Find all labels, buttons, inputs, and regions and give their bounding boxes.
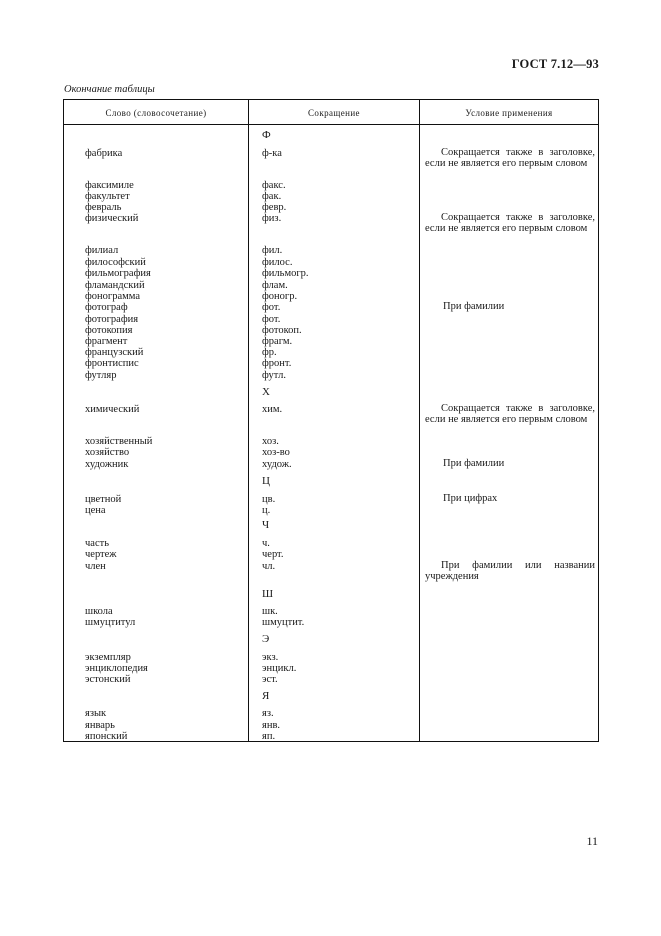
abbreviation-cell: фот.: [262, 314, 281, 325]
abbreviation-cell: энцикл.: [262, 663, 297, 674]
word-cell: фронтиспис: [85, 358, 139, 369]
abbreviation-cell: шмуцтит.: [262, 617, 305, 628]
word-cell: цена: [85, 505, 106, 516]
abbreviation-cell: эст.: [262, 674, 278, 685]
abbreviation-cell: фронт.: [262, 358, 292, 369]
abbreviation-cell: хим.: [262, 404, 283, 415]
abbreviation-cell: хоз-во: [262, 447, 290, 458]
abbreviation-cell: фоногр.: [262, 291, 298, 302]
section-letter: Э: [262, 633, 270, 645]
word-cell: часть: [85, 538, 109, 549]
abbreviation-cell: хоз.: [262, 436, 279, 447]
abbreviation-cell: фот.: [262, 302, 281, 313]
word-cell: эстонский: [85, 674, 131, 685]
section-letter: Х: [262, 386, 270, 398]
abbreviation-cell: экз.: [262, 652, 279, 663]
word-cell: фильмография: [85, 268, 151, 279]
abbreviation-cell: ф-ка: [262, 148, 282, 159]
word-cell: хозяйственный: [85, 436, 153, 447]
word-cell: фотокопия: [85, 325, 133, 336]
document-id: ГОСТ 7.12—93: [511, 57, 599, 71]
abbreviation-cell: ч.: [262, 538, 270, 549]
word-cell: фонограмма: [85, 291, 141, 302]
word-cell: февраль: [85, 202, 122, 213]
column-divider: [419, 100, 420, 741]
header-divider: [64, 124, 598, 125]
section-letter: Ч: [262, 519, 270, 531]
abbreviation-cell: фр.: [262, 347, 277, 358]
abbreviation-cell: фил.: [262, 245, 283, 256]
word-cell: филиал: [85, 245, 119, 256]
word-cell: шмуцтитул: [85, 617, 136, 628]
section-letter: Ц: [262, 475, 270, 487]
word-cell: язык: [85, 708, 107, 719]
word-cell: футляр: [85, 370, 117, 381]
word-cell: фотография: [85, 314, 139, 325]
word-cell: фабрика: [85, 148, 123, 159]
abbreviation-cell: фак.: [262, 191, 282, 202]
word-cell: цветной: [85, 494, 122, 505]
condition-cell: При цифрах: [443, 493, 498, 504]
section-letter: Ш: [262, 588, 274, 600]
abbreviation-cell: филос.: [262, 257, 293, 268]
word-cell: чертеж: [85, 549, 117, 560]
abbreviation-cell: фотокоп.: [262, 325, 302, 336]
abbreviation-cell: фильмогр.: [262, 268, 309, 279]
abbreviation-cell: черт.: [262, 549, 284, 560]
section-letter: Я: [262, 690, 270, 702]
abbreviation-cell: физ.: [262, 213, 282, 224]
column-header-abbreviation: Сокращение: [308, 108, 360, 118]
column-header-word: Слово (словосочетание): [105, 108, 207, 118]
word-cell: фотограф: [85, 302, 128, 313]
abbreviation-cell: цв.: [262, 494, 276, 505]
word-cell: философский: [85, 257, 146, 268]
abbreviations-table: [63, 99, 599, 742]
abbreviation-cell: фрагм.: [262, 336, 293, 347]
column-divider: [248, 100, 249, 741]
abbreviation-cell: яп.: [262, 731, 276, 742]
column-header-condition: Условие применения: [465, 108, 553, 118]
word-cell: физический: [85, 213, 139, 224]
word-cell: член: [85, 561, 106, 572]
page-number: 11: [586, 834, 598, 848]
condition-cell: При фамилии или названии учреждения: [425, 560, 595, 582]
condition-cell: Сокращается также в заголовке, если не является его первым словом: [425, 212, 595, 234]
condition-cell: Сокращается также в заголовке, если не является его первым словом: [425, 403, 595, 425]
abbreviation-cell: шк.: [262, 606, 278, 617]
word-cell: экземпляр: [85, 652, 131, 663]
abbreviation-cell: февр.: [262, 202, 287, 213]
word-cell: энциклопедия: [85, 663, 148, 674]
word-cell: фрагмент: [85, 336, 128, 347]
abbreviation-cell: ц.: [262, 505, 271, 516]
word-cell: январь: [85, 720, 115, 731]
condition-cell: При фамилии: [443, 301, 505, 312]
abbreviation-cell: флам.: [262, 280, 288, 291]
abbreviation-cell: футл.: [262, 370, 286, 381]
section-letter: Ф: [262, 129, 271, 141]
word-cell: фламандский: [85, 280, 145, 291]
word-cell: школа: [85, 606, 113, 617]
abbreviation-cell: чл.: [262, 561, 276, 572]
word-cell: художник: [85, 459, 129, 470]
abbreviation-cell: худож.: [262, 459, 292, 470]
condition-cell: При фамилии: [443, 458, 505, 469]
word-cell: факультет: [85, 191, 130, 202]
word-cell: факсимиле: [85, 180, 134, 191]
word-cell: французский: [85, 347, 144, 358]
word-cell: японский: [85, 731, 128, 742]
table-caption: Окончание таблицы: [64, 84, 155, 95]
word-cell: химический: [85, 404, 140, 415]
abbreviation-cell: факс.: [262, 180, 286, 191]
abbreviation-cell: янв.: [262, 720, 281, 731]
abbreviation-cell: яз.: [262, 708, 274, 719]
word-cell: хозяйство: [85, 447, 130, 458]
condition-cell: Сокращается также в заголовке, если не является его первым словом: [425, 147, 595, 169]
